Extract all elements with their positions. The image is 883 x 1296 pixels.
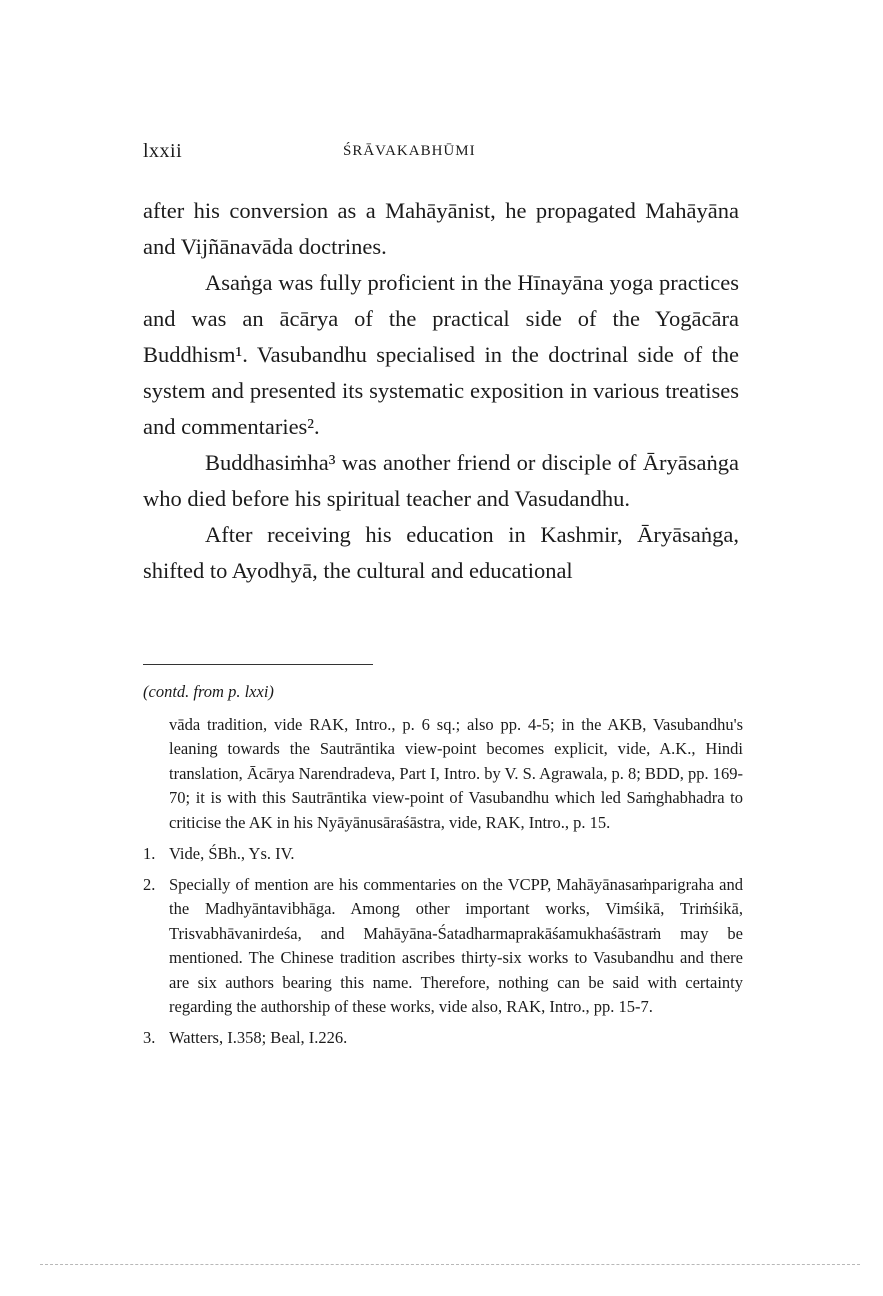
scan-edge-line xyxy=(40,1264,860,1265)
paragraph: after his conversion as a Mahāyānist, he propagated Mahāyāna and Vijñānavāda doctrines. xyxy=(143,198,739,259)
footnote-divider xyxy=(143,664,373,665)
footnote-item xyxy=(143,842,743,867)
footnote-item xyxy=(143,873,743,1020)
page-number: lxxii xyxy=(143,140,183,162)
footnotes xyxy=(143,680,743,1056)
paragraph: Asaṅga was fully proficient in the Hīnayāna yoga practices and was an ācārya of the practical side of the Yogācāra Buddhism¹. Vasubandhu specialised in the doctrinal side of the system and presented its systematic exposition in various treatises and commentaries². xyxy=(143,270,739,439)
running-title: ŚRĀVAKABHŪMI xyxy=(343,143,476,159)
footnote-number: 2. xyxy=(143,874,156,894)
footnote-continued-label: (contd. from p. lxxi) xyxy=(143,682,274,701)
footnote-number: 3. xyxy=(143,1027,156,1047)
footnote-text: Watters, I.358; Beal, I.226. xyxy=(169,1027,348,1047)
footnote-item xyxy=(143,1026,743,1051)
page-header xyxy=(143,140,743,164)
footnote-continued-text: vāda tradition, vide RAK, Intro., p. 6 sq.; also pp. 4-5; in the AKB, Vasubandhu's leaning towards the Sautrāntika view-point becomes explicit, vide, A.K., Hindi translation, Ācārya Narendradeva, Part I, Intro. by V. S. Agrawala, p. 8; BDD, pp. 169-70; it is with this Sautrāntika view-point of Vasubandhu which led Saṁghabhadra to criticise the AK in his Nyāyānusāraśāstra, vide, RAK, Intro., p. 15. xyxy=(169,714,744,832)
footnote-number: 1. xyxy=(143,844,156,863)
footnote-text: Specially of mention are his commentaries on the VCPP, Mahāyānasaṁparigraha and the Madhyāntavibhāga. Among other important works, Vimśikā, Triṁśikā, Trisvabhāvanirdeśa, and Mahāyāna-Śatadharmaprakāśamukhaśāstraṁ may be mentioned. The Chinese tradition ascribes thirty-six works to Vasubandhu and there are six authors bearing this name. Therefore, nothing can be said with certainty regarding the authorship of these works, vide also, RAK, Intro., pp. 15-7. xyxy=(169,874,743,1016)
footnote-text: Vide, ŚBh., Ys. IV. xyxy=(169,844,295,863)
paragraph: Buddhasiṁha³ was another friend or disciple of Āryāsaṅga who died before his spiritual teacher and Vasudandhu. xyxy=(143,450,739,511)
paragraph: After receiving his education in Kashmir, Āryāsaṅga, shifted to Ayodhyā, the cultural and educational xyxy=(143,522,739,583)
main-text xyxy=(143,193,739,589)
